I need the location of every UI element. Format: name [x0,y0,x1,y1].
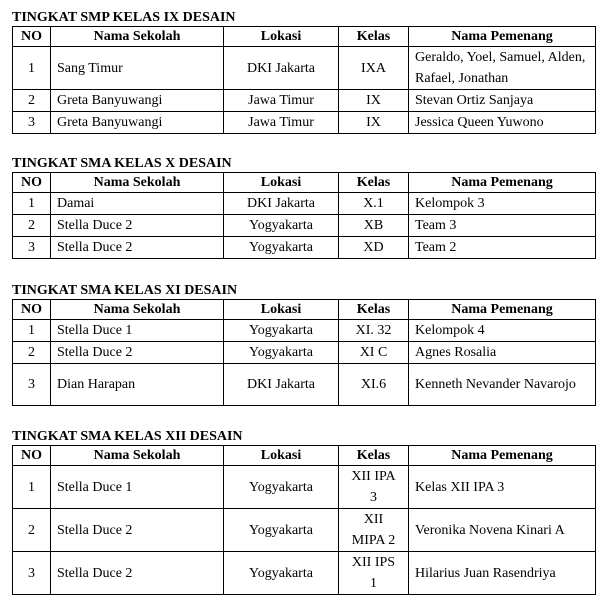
cell-sekolah: Stella Duce 2 [51,342,224,364]
cell-pemenang: Veronika Novena Kinari A [409,509,596,552]
winners-table [12,445,596,595]
cell-kelas: XI C [339,342,409,364]
cell-no: 1 [13,466,51,509]
cell-kelas: X.1 [339,193,409,215]
table-row [13,47,596,90]
cell-no: 3 [13,237,51,259]
cell-lokasi: DKI Jakarta [224,193,339,215]
header-lokasi: Lokasi [224,173,339,193]
cell-pemenang: Team 2 [409,237,596,259]
cell-pemenang: Kenneth Nevander Navarojo [409,364,596,406]
table-row [13,112,596,134]
cell-sekolah: Stella Duce 2 [51,552,224,595]
cell-sekolah: Stella Duce 1 [51,466,224,509]
winners-table [12,172,596,259]
table-header-row [13,446,596,466]
cell-sekolah: Greta Banyuwangi [51,90,224,112]
header-lokasi: Lokasi [224,300,339,320]
header-kelas: Kelas [339,173,409,193]
header-pemenang: Nama Pemenang [409,27,596,47]
header-no: NO [13,173,51,193]
cell-lokasi: Yogyakarta [224,552,339,595]
table-row [13,320,596,342]
cell-pemenang: Agnes Rosalia [409,342,596,364]
table-header-row [13,300,596,320]
header-no: NO [13,27,51,47]
table-row [13,237,596,259]
section-title: TINGKAT SMA KELAS XII DESAIN [12,429,243,444]
cell-lokasi: Jawa Timur [224,112,339,134]
cell-pemenang: Geraldo, Yoel, Samuel, Alden, Rafael, Jonathan [409,47,596,90]
cell-no: 1 [13,193,51,215]
cell-kelas: XI.6 [339,364,409,406]
cell-no: 1 [13,47,51,90]
section-sma-xii [12,428,595,595]
header-kelas: Kelas [339,27,409,47]
section-smp-ix [12,9,595,134]
cell-kelas: IX [339,112,409,134]
header-sekolah: Nama Sekolah [51,446,224,466]
cell-pemenang: Stevan Ortiz Sanjaya [409,90,596,112]
cell-no: 2 [13,509,51,552]
header-kelas: Kelas [339,300,409,320]
section-sma-xi [12,282,595,406]
table-header-row [13,27,596,47]
section-title: TINGKAT SMA KELAS X DESAIN [12,156,232,171]
header-pemenang: Nama Pemenang [409,173,596,193]
cell-kelas: IX [339,90,409,112]
cell-lokasi: Jawa Timur [224,90,339,112]
section-sma-x [12,155,595,259]
cell-no: 2 [13,215,51,237]
cell-pemenang: Kelompok 4 [409,320,596,342]
cell-lokasi: Yogyakarta [224,466,339,509]
winners-table [12,26,596,134]
cell-lokasi: Yogyakarta [224,237,339,259]
cell-kelas: XB [339,215,409,237]
cell-lokasi: Yogyakarta [224,509,339,552]
header-no: NO [13,300,51,320]
cell-pemenang: Team 3 [409,215,596,237]
cell-pemenang: Kelompok 3 [409,193,596,215]
cell-lokasi: DKI Jakarta [224,364,339,406]
cell-pemenang: Kelas XII IPA 3 [409,466,596,509]
cell-sekolah: Sang Timur [51,47,224,90]
header-sekolah: Nama Sekolah [51,300,224,320]
cell-kelas: XD [339,237,409,259]
cell-no: 3 [13,112,51,134]
cell-no: 3 [13,552,51,595]
header-lokasi: Lokasi [224,446,339,466]
cell-no: 3 [13,364,51,406]
table-row [13,466,596,509]
cell-lokasi: Yogyakarta [224,215,339,237]
winners-table [12,299,596,406]
header-no: NO [13,446,51,466]
cell-no: 2 [13,90,51,112]
cell-sekolah: Stella Duce 1 [51,320,224,342]
table-row [13,342,596,364]
cell-sekolah: Greta Banyuwangi [51,112,224,134]
header-pemenang: Nama Pemenang [409,446,596,466]
table-row [13,90,596,112]
cell-kelas: XI. 32 [339,320,409,342]
header-sekolah: Nama Sekolah [51,27,224,47]
cell-kelas: XII MIPA 2 [339,509,409,552]
cell-no: 1 [13,320,51,342]
cell-pemenang: Jessica Queen Yuwono [409,112,596,134]
cell-sekolah: Damai [51,193,224,215]
cell-lokasi: DKI Jakarta [224,47,339,90]
cell-sekolah: Stella Duce 2 [51,509,224,552]
header-kelas: Kelas [339,446,409,466]
cell-lokasi: Yogyakarta [224,320,339,342]
table-row [13,509,596,552]
cell-kelas: XII IPS 1 [339,552,409,595]
cell-kelas: IXA [339,47,409,90]
header-lokasi: Lokasi [224,27,339,47]
cell-kelas: XII IPA 3 [339,466,409,509]
cell-sekolah: Stella Duce 2 [51,215,224,237]
header-sekolah: Nama Sekolah [51,173,224,193]
section-title: TINGKAT SMP KELAS IX DESAIN [12,10,236,25]
table-row [13,552,596,595]
table-row [13,215,596,237]
cell-sekolah: Dian Harapan [51,364,224,406]
table-header-row [13,173,596,193]
section-title: TINGKAT SMA KELAS XI DESAIN [12,283,238,298]
cell-pemenang: Hilarius Juan Rasendriya [409,552,596,595]
cell-no: 2 [13,342,51,364]
header-pemenang: Nama Pemenang [409,300,596,320]
table-row [13,364,596,406]
cell-lokasi: Yogyakarta [224,342,339,364]
cell-sekolah: Stella Duce 2 [51,237,224,259]
table-row [13,193,596,215]
